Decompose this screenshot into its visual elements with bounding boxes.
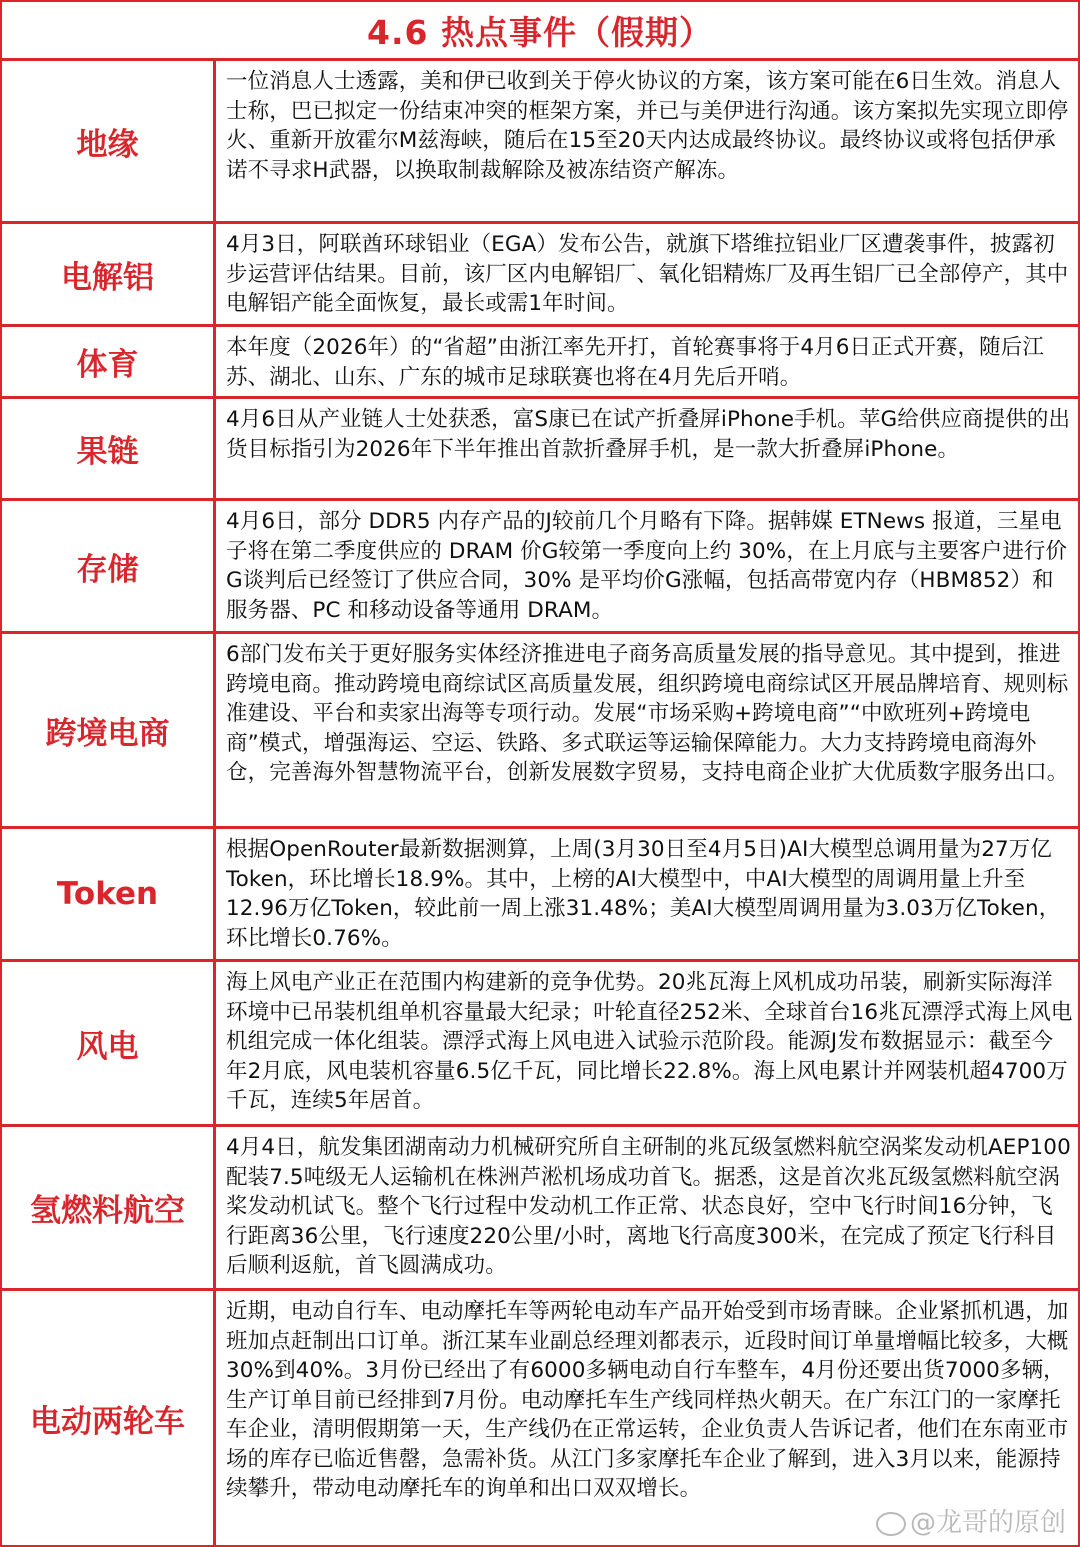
watermark — [872, 1502, 1070, 1539]
event-text: 4月6日，部分 DDR5 内存产品的J较前几个月略有下降。据韩媒 ETNews 报道，三星电子将在第二季度供应的 DRAM 价G较第一季度向上约 30%，在上月底与主要客户进行价G谈判后已经签订了供应合同，30% 是平均价G涨幅，包括高带宽内存（HBM852）和服务器、PC 和移动设备等通用 DRAM。 — [226, 509, 1068, 623]
event-text: 近期，电动自行车、电动摩托车等两轮电动车产品开始受到市场青睐。企业紧抓机遇，加班加点赶制出口订单。浙江某车业副总经理刘都表示，近段时间订单量增幅比较多，大概30%到40%。3月份已经出了有6000多辆电动自行车整车，4月份还要出货7000多辆，生产订单目前已经排到7月份。电动摩托车生产线同样热火朝天。在广东江门的一家摩托车企业，清明假期第一天，生产线仍在正常运转，企业负责人告诉记者，他们在东南亚市场的库存已临近售罄，急需补货。从江门多家摩托车企业了解到，进入3月以来，能源持续攀升，带动电动摩托车的询单和出口双双增长。 — [226, 1299, 1069, 1501]
watermark-text: @龙哥的原创 — [909, 1508, 1066, 1538]
category-label: 存储 — [2, 501, 216, 631]
title-row — [2, 2, 1078, 61]
table-row — [2, 501, 1078, 634]
table-row — [2, 61, 1078, 224]
weibo-icon — [876, 1512, 906, 1536]
category-label: 体育 — [2, 327, 216, 396]
category-label: 果链 — [2, 399, 216, 498]
table-row — [2, 1127, 1078, 1291]
event-text: 一位消息人士透露，美和伊已收到关于停火协议的方案，该方案可能在6日生效。消息人士称，巴已拟定一份结束冲突的框架方案，并已与美伊进行沟通。该方案拟先实现立即停火、重新开放霍尔M兹海峡，随后在15至20天内达成最终协议。最终协议或将包括伊承诺不寻求H武器，以换取制裁解除及被冻结资产解冻。 — [226, 69, 1069, 183]
table-row — [2, 634, 1078, 829]
category-label: 电解铝 — [2, 224, 216, 324]
category-label: 风电 — [2, 962, 216, 1124]
table-row — [2, 399, 1078, 501]
event-text: 4月3日，阿联酋环球铝业（EGA）发布公告，就旗下塔维拉铝业厂区遭袭事件，披露初步运营评估结果。目前，该厂区内电解铝厂、氧化铝精炼厂及再生铝厂已全部停产，其中电解铝产能全面恢复，最长或需1年时间。 — [226, 232, 1069, 316]
event-text: 根据OpenRouter最新数据测算，上周(3月30日至4月5日)AI大模型总调用量为27万亿Token，环比增长18.9%。其中，上榜的AI大模型中，中AI大模型的周调用量上升至12.96万亿Token，较此前一周上涨31.48%；美AI大模型周调用量为3.03万亿Token，环比增长0.76%。 — [226, 837, 1061, 951]
category-label: 地缘 — [2, 61, 216, 221]
event-text: 本年度（2026年）的“省超”由浙江率先开打，首轮赛事将于4月6日正式开赛，随后江苏、湖北、山东、广东的城市足球联赛也将在4月先后开哨。 — [226, 335, 1044, 390]
category-label: 氢燃料航空 — [2, 1127, 216, 1288]
event-text: 4月4日，航发集团湖南动力机械研究所自主研制的兆瓦级氢燃料航空涡桨发动机AEP100配装7.5吨级无人运输机在株洲芦淞机场成功首飞。据悉，这是首次兆瓦级氢燃料航空涡桨发动机试飞。整个飞行过程中发动机工作正常、状态良好，空中飞行时间16分钟，飞行距离36公里，飞行速度220公里/小时，离地飞行高度300米，在完成了预定飞行科目后顺利返航，首飞圆满成功。 — [226, 1135, 1071, 1278]
event-text: 海上风电产业正在范围内构建新的竞争优势。20兆瓦海上风机成功吊装，刷新实际海洋环境中已吊装机组单机容量最大纪录；叶轮直径252米、全球首台16兆瓦漂浮式海上风电机组完成一体化组装。漂浮式海上风电进入试验示范阶段。能源J发布数据显示：截至今年2月底，风电装机容量6.5亿千瓦，同比增长22.8%。海上风电累计并网装机超4700万千瓦，连续5年居首。 — [226, 970, 1073, 1113]
table-row — [2, 224, 1078, 327]
page-title: 4.6 热点事件（假期） — [367, 12, 713, 52]
table-row — [2, 829, 1078, 962]
table-row — [2, 327, 1078, 399]
category-label: Token — [2, 829, 216, 959]
category-label: 跨境电商 — [2, 634, 216, 826]
category-label: 电动两轮车 — [2, 1291, 216, 1545]
event-text: 6部门发布关于更好服务实体经济推进电子商务高质量发展的指导意见。其中提到，推进跨境电商。推动跨境电商综试区高质量发展，组织跨境电商综试区开展品牌培育、规则标准建设、平台和卖家出海等专项行动。发展“市场采购+跨境电商”“中欧班列+跨境电商”模式，增强海运、空运、铁路、多式联运等运输保障能力。大力支持跨境电商海外仓，完善海外智慧物流平台，创新发展数字贸易，支持电商企业扩大优质数字服务出口。 — [226, 642, 1069, 785]
table-row — [2, 962, 1078, 1127]
event-text: 4月6日从产业链人士处获悉，富S康已在试产折叠屏iPhone手机。苹G给供应商提供的出货目标指引为2026年下半年推出首款折叠屏手机，是一款大折叠屏iPhone。 — [226, 407, 1071, 462]
